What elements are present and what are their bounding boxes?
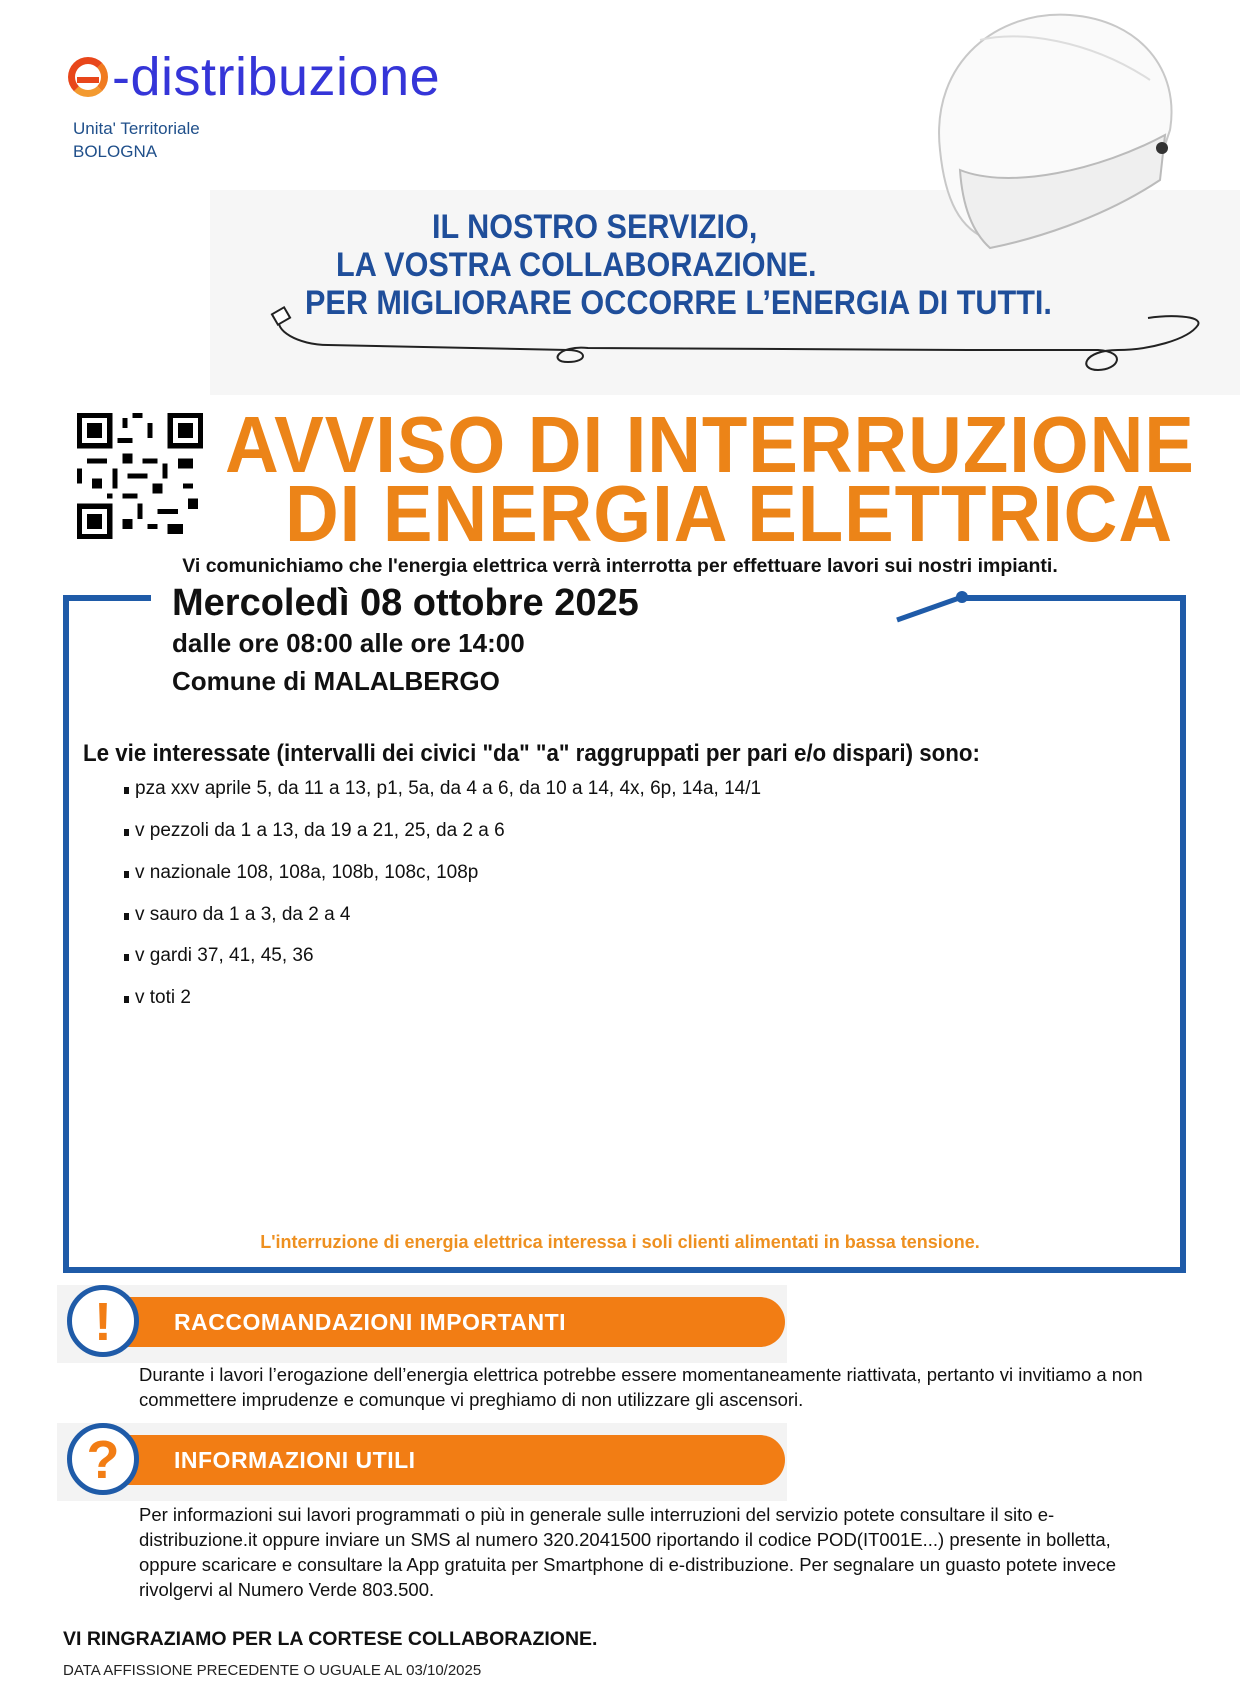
recommendations-title: RACCOMANDAZIONI IMPORTANTI — [120, 1297, 785, 1347]
question-icon: ? — [67, 1423, 139, 1495]
street-item — [124, 945, 314, 967]
street-text: v pezzoli da 1 a 13, da 19 a 21, 25, da 2 a 6 — [135, 820, 505, 841]
streets-heading: Le vie interessate (intervalli dei civici "da" "a" raggruppati per pari e/o dispari) sono: — [83, 740, 980, 767]
slogan-line-3: PER MIGLIORARE OCCORRE L’ENERGIA DI TUTTI. — [305, 284, 1052, 322]
power-cord-decoration — [268, 300, 1208, 380]
low-voltage-note: L'interruzione di energia elettrica interessa i soli clienti alimentati in bassa tensione. — [260, 1232, 980, 1252]
box-top-border — [63, 595, 151, 601]
street-item — [124, 778, 761, 800]
safety-helmet-image — [920, 0, 1190, 270]
bullet-icon — [124, 954, 129, 961]
street-text: v toti 2 — [135, 987, 191, 1008]
notice-title-line-1: AVVISO DI INTERRUZIONE — [225, 400, 1195, 489]
bullet-icon — [124, 996, 129, 1003]
logo-text: -distribuzione — [112, 47, 441, 107]
outage-comune: Comune di MALALBERGO — [172, 666, 500, 696]
slogan-line-2: LA VOSTRA COLLABORAZIONE. — [336, 246, 817, 284]
street-item — [124, 820, 505, 842]
e-distribuzione-logo — [68, 46, 440, 108]
slogan-line-1: IL NOSTRO SERVIZIO, — [432, 208, 758, 246]
street-item — [124, 904, 351, 926]
bullet-icon — [124, 787, 129, 794]
street-item — [124, 987, 191, 1009]
info-title: INFORMAZIONI UTILI — [120, 1435, 785, 1485]
box-top-border — [962, 595, 1186, 601]
outage-hours: dalle ore 08:00 alle ore 14:00 — [172, 628, 525, 658]
street-text: pza xxv aprile 5, da 11 a 13, p1, 5a, da 4 a 6, da 10 a 14, 4x, 6p, 14a, 14/1 — [135, 778, 762, 799]
unit-label: Unita' Territoriale — [73, 119, 200, 138]
street-text: v sauro da 1 a 3, da 2 a 4 — [135, 904, 351, 925]
street-item — [124, 862, 478, 884]
cord-decoration — [890, 585, 970, 625]
exclamation-icon: ! — [67, 1285, 139, 1357]
qr-code[interactable] — [77, 413, 203, 539]
affix-date: DATA AFFISSIONE PRECEDENTE O UGUALE AL 03/10/2025 — [63, 1662, 482, 1679]
recommendations-text: Durante i lavori l’erogazione dell’energia elettrica potrebbe essere momentaneamente riattivata, pertanto vi invitiamo a non commettere imprudenze e comunque vi preghiamo di non utilizzare gli ascensori. — [139, 1364, 1143, 1410]
bullet-icon — [124, 871, 129, 878]
street-text: v nazionale 108, 108a, 108b, 108c, 108p — [135, 862, 479, 883]
street-text: v gardi 37, 41, 45, 36 — [135, 945, 314, 966]
unit-city: BOLOGNA — [73, 142, 158, 161]
outage-date: Mercoledì 08 ottobre 2025 — [172, 582, 639, 624]
thanks-text: VI RINGRAZIAMO PER LA CORTESE COLLABORAZIONE. — [63, 1628, 598, 1650]
intro-text: Vi comunichiamo che l'energia elettrica verrà interrotta per effettuare lavori sui nostri impianti. — [182, 555, 1058, 577]
bullet-icon — [124, 913, 129, 920]
logo-e-icon — [68, 57, 108, 97]
notice-title-line-2: DI ENERGIA ELETTRICA — [285, 469, 1174, 558]
bullet-icon — [124, 829, 129, 836]
info-text: Per informazioni sui lavori programmati o più in generale sulle interruzioni del servizio potete consultare il sito e-distribuzione.it oppure inviare un SMS al numero 320.2041500 riportando il codice POD(IT001E...) presente in bolletta, oppure scaricare e consultare la App gratuita per Smartphone di e-distribuzione. Per segnalare un guasto potete invece rivolgervi al Numero Verde 803.500. — [139, 1504, 1116, 1600]
